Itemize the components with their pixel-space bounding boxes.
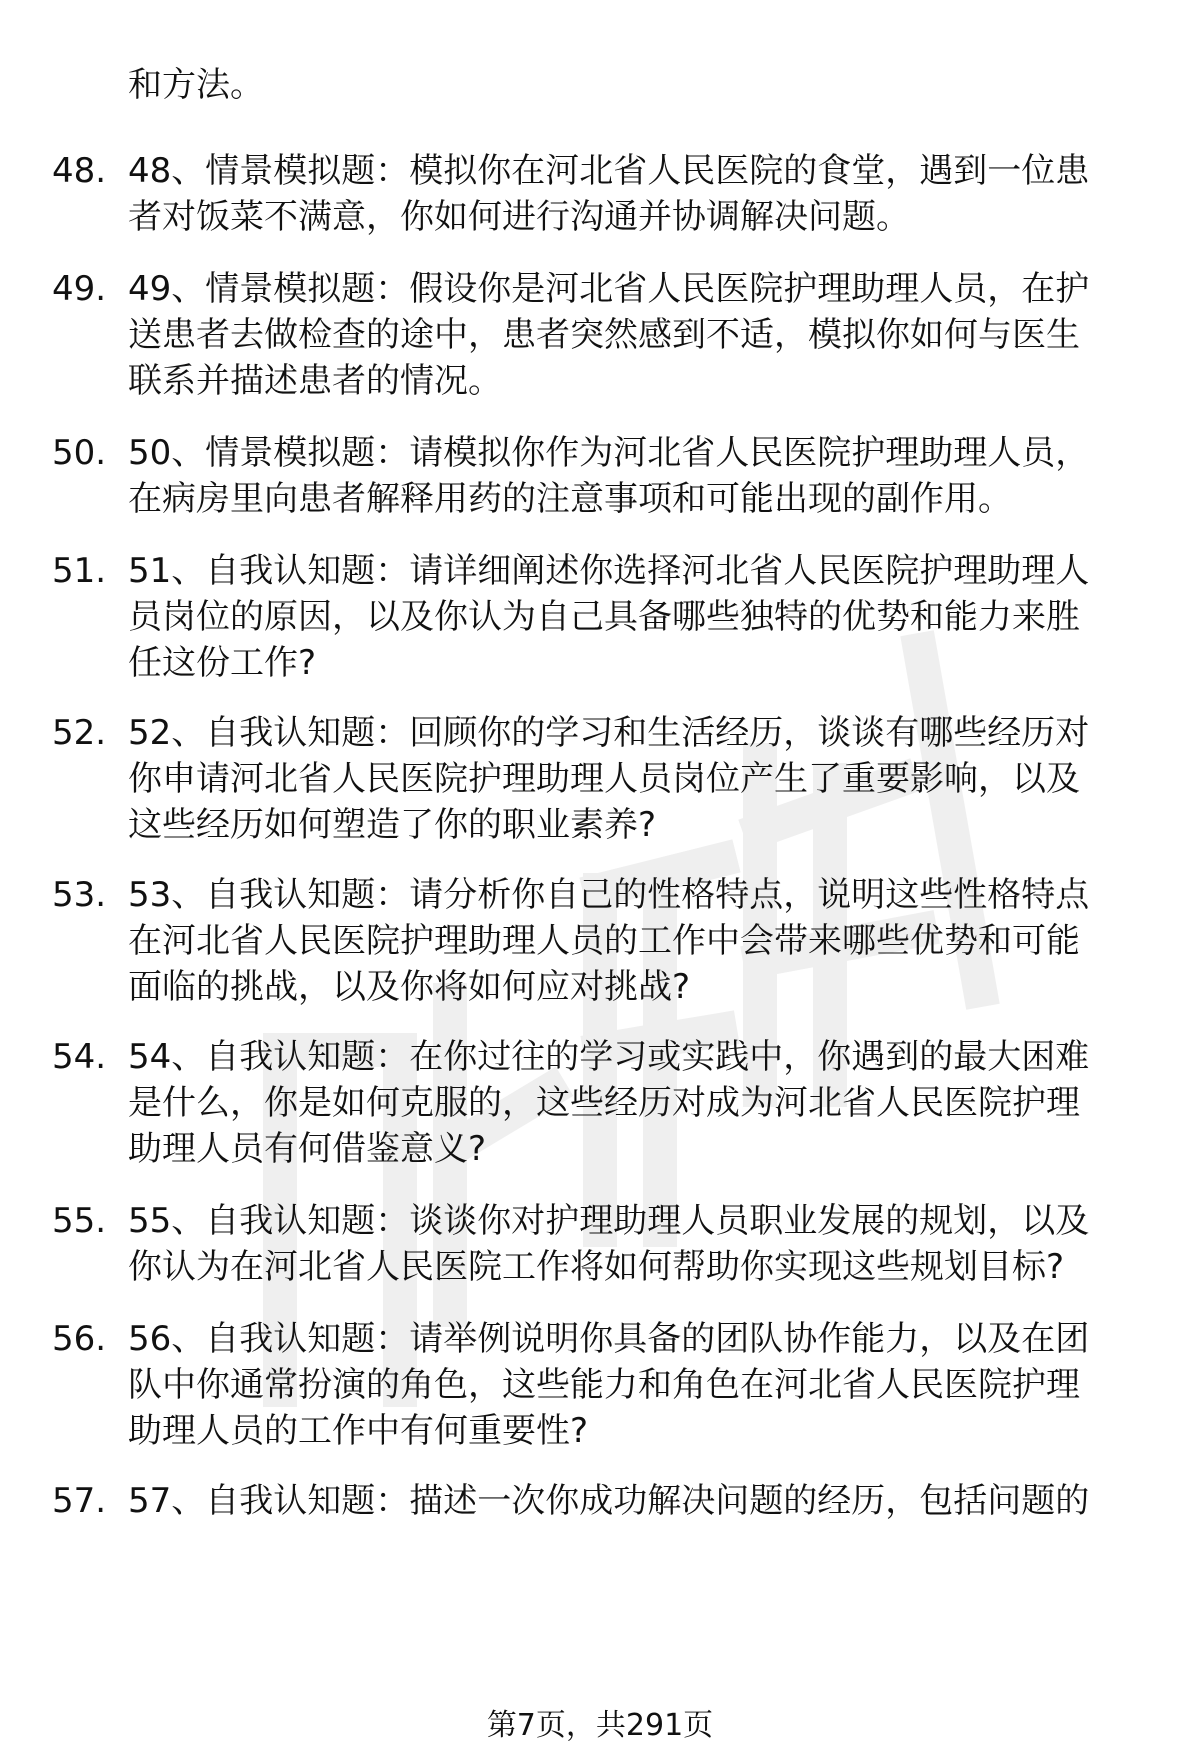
question-number: 55. [52,1201,107,1241]
question-text [128,1478,1148,1524]
question-line: 你认为在河北省人民医院工作将如何帮助你实现这些规划目标? [128,1247,1065,1287]
question-line: 任这份工作? [128,643,317,683]
question-line: 51、自我认知题：请详细阐述你选择河北省人民医院护理助理人 [128,551,1090,591]
question-text [128,710,1148,848]
question-number: 48. [52,151,107,191]
question-number: 51. [52,551,107,591]
question-line: 是什么，你是如何克服的，这些经历对成为河北省人民医院护理 [128,1083,1080,1123]
question-number: 56. [52,1319,107,1359]
question-line: 54、自我认知题：在你过往的学习或实践中，你遇到的最大困难 [128,1037,1090,1077]
question-number: 49. [52,269,107,309]
question-number: 57. [52,1481,107,1521]
question-line: 队中你通常扮演的角色，这些能力和角色在河北省人民医院护理 [128,1365,1080,1405]
question-line: 你申请河北省人民医院护理助理人员岗位产生了重要影响，以及 [128,759,1080,799]
question-line: 在河北省人民医院护理助理人员的工作中会带来哪些优势和可能 [128,921,1080,961]
question-text [128,1316,1148,1454]
question-line: 助理人员的工作中有何重要性? [128,1411,589,1451]
question-line: 这些经历如何塑造了你的职业素养? [128,805,657,845]
question-line: 面临的挑战，以及你将如何应对挑战? [128,967,691,1007]
question-text [128,430,1148,522]
question-line: 50、情景模拟题：请模拟你作为河北省人民医院护理助理人员， [128,433,1090,473]
question-line: 员岗位的原因，以及你认为自己具备哪些独特的优势和能力来胜 [128,597,1080,637]
question-number: 54. [52,1037,107,1077]
question-line: 55、自我认知题：谈谈你对护理助理人员职业发展的规划，以及 [128,1201,1090,1241]
question-number: 53. [52,875,107,915]
question-line: 56、自我认知题：请举例说明你具备的团队协作能力，以及在团 [128,1319,1090,1359]
question-text [128,148,1148,240]
question-number: 52. [52,713,107,753]
continued-text-line: 和方法。 [128,65,264,105]
question-text [128,1034,1148,1172]
question-line: 53、自我认知题：请分析你自己的性格特点，说明这些性格特点 [128,875,1090,915]
question-number: 50. [52,433,107,473]
question-line: 49、情景模拟题：假设你是河北省人民医院护理助理人员，在护 [128,269,1090,309]
question-line: 送患者去做检查的途中，患者突然感到不适，模拟你如何与医生 [128,315,1080,355]
question-text [128,872,1148,1010]
question-line: 在病房里向患者解释用药的注意事项和可能出现的副作用。 [128,479,1012,519]
question-text [128,548,1148,686]
question-line: 52、自我认知题：回顾你的学习和生活经历，谈谈有哪些经历对 [128,713,1090,753]
question-line: 者对饭菜不满意，你如何进行沟通并协调解决问题。 [128,197,910,237]
question-line: 48、情景模拟题：模拟你在河北省人民医院的食堂，遇到一位患 [128,151,1090,191]
page-number-footer: 第7页，共291页 [486,1708,714,1743]
question-text [128,266,1148,404]
question-line: 57、自我认知题：描述一次你成功解决问题的经历，包括问题的 [128,1481,1090,1521]
question-line: 助理人员有何借鉴意义? [128,1129,487,1169]
question-line: 联系并描述患者的情况。 [128,361,502,401]
question-text [128,1198,1148,1290]
